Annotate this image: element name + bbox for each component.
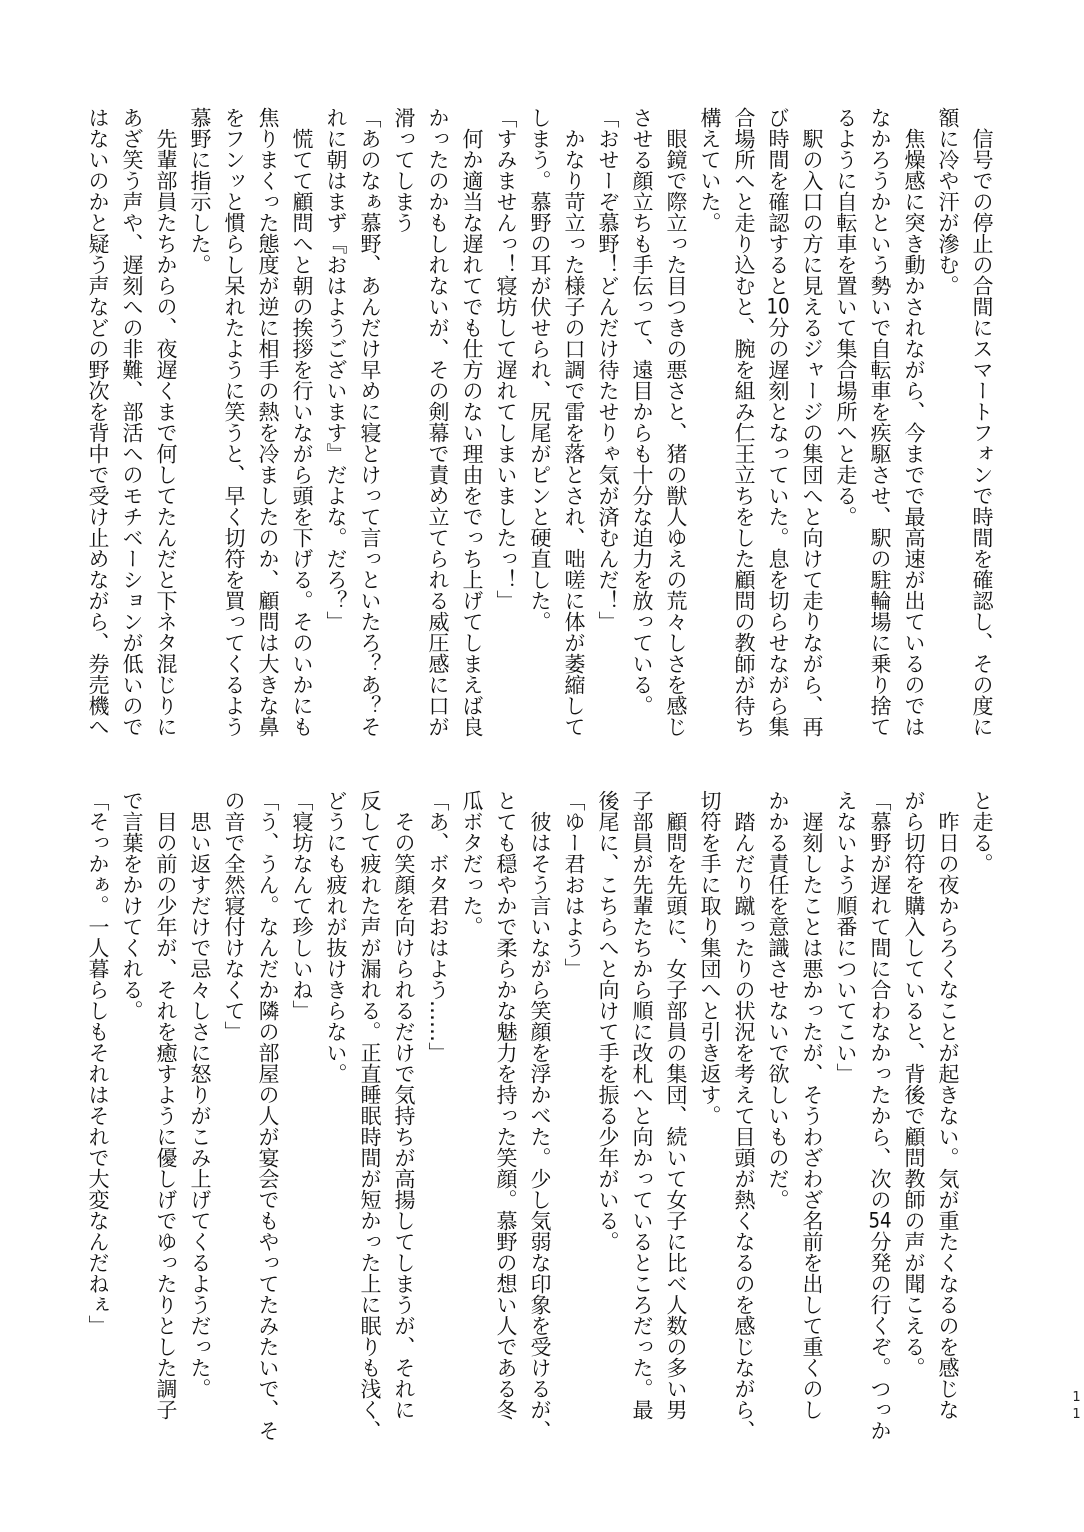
text-column: 「う、うん。なんだか隣の部屋の人が宴会でもやってたみたいで、そ — [256, 790, 280, 1441]
text-column: 先輩部員たちからの、夜遅くまで何してたんだと下ネタ混じりに — [154, 107, 178, 737]
text-column: あざ笑う声や、遅刻への非難、部活へのモチベーションが低いので — [120, 107, 144, 737]
text-column: 後尾に、こちらへと向けて手を振る少年がいる。 — [596, 790, 620, 1252]
text-column: 何か適当な遅れてでも仕方のない理由をでっち上げてしまえば良 — [460, 107, 484, 737]
text-column: と走る。 — [970, 790, 994, 874]
text-column: 焦燥感に突き動かされながら、今までで最高速が出ているのでは — [902, 107, 926, 737]
text-column: 焦りまくった態度が逆に相手の熱を冷ましたのか、顧問は大きな鼻 — [256, 107, 280, 737]
text-column: 眼鏡で際立った目つきの悪さと、猪の獣人ゆえの荒々しさを感じ — [664, 107, 688, 737]
text-column: かったのかもしれないが、その剣幕で責め立てられる威圧感に口が — [426, 107, 450, 737]
text-block-bottom — [81, 790, 999, 1441]
text-column: 「すみませんっ！寝坊して遅れてしまいましたっ！」 — [494, 107, 518, 611]
text-column: 彼はそう言いながら笑顔を浮かべた。少し気弱な印象を受けるが、 — [528, 790, 552, 1441]
text-column: 思い返すだけで忌々しさに怒りがこみ上げてくるようだった。 — [188, 790, 212, 1399]
text-column: かなり苛立った様子の口調で雷を落とされ、咄嗟に体が萎縮して — [562, 107, 586, 737]
text-column: 合場所へと走り込むと、腕を組み仁王立ちをした顧問の教師が待ち — [732, 107, 756, 737]
text-column: 顧問を先頭に、女子部員の集団、続いて女子に比べ人数の多い男 — [664, 790, 688, 1420]
text-column: 反して疲れた声が漏れる。正直睡眠時間が短かった上に眠りも浅く、 — [358, 790, 382, 1441]
text-column: 「あのなぁ慕野、あんだけ早めに寝とけって言っといたろ？あ？そ — [358, 107, 382, 737]
text-column: 切符を手に取り集団へと引き返す。 — [698, 790, 722, 1126]
text-column: び時間を確認すると10分の遅刻となっていた。息を切らせながら集 — [766, 107, 790, 737]
text-column: 額に冷や汗が滲む。 — [936, 107, 960, 296]
text-column: をフンッと慣らし呆れたように笑うと、早く切符を買ってくるよう — [222, 107, 246, 737]
text-column: どうにも疲れが抜けきらない。 — [324, 790, 348, 1084]
text-column: 「あ、ボタ君おはよう……」 — [426, 790, 450, 1063]
text-column: なかろうかという勢いで自転車を疾駆させ、駅の駐輪場に乗り捨て — [868, 107, 892, 737]
text-column: 遅刻したことは悪かったが、そうわざわざ名前を出して重くのし — [800, 790, 824, 1420]
text-column: 滑ってしまう — [392, 107, 416, 233]
text-column: 信号での停止の合間にスマートフォンで時間を確認し、その度に — [970, 107, 994, 737]
text-column: 慕野に指示した。 — [188, 107, 212, 275]
text-column: 子部員が先輩たちから順に改札へと向かっているところだった。最 — [630, 790, 654, 1420]
text-column: 構えていた。 — [698, 107, 722, 233]
text-column: 駅の入口の方に見えるジャージの集団へと向けて走りながら、再 — [800, 107, 824, 737]
text-column: れに朝はまず『おはようございます』だよな。だろ？」 — [324, 107, 348, 632]
text-column: で言葉をかけてくれる。 — [120, 790, 144, 1021]
text-column: 目の前の少年が、それを癒すように優しげでゆったりとした調子 — [154, 790, 178, 1420]
text-column: がら切符を購入していると、背後で顧問教師の声が聞こえる。 — [902, 790, 926, 1378]
text-column: させる顔立ちも手伝って、遠目からも十分な迫力を放っている。 — [630, 107, 654, 716]
text-column: 慌てて顧問へと朝の挨拶を行いながら頭を下げる。そのいかにも — [290, 107, 314, 737]
text-column: 「寝坊なんて珍しいね」 — [290, 790, 314, 1021]
text-column: かかる責任を意識させないで欲しいものだ。 — [766, 790, 790, 1210]
text-column: 踏んだり蹴ったりの状況を考えて目頭が熱くなるのを感じながら、 — [732, 790, 756, 1441]
page-number: 11 — [1069, 1390, 1084, 1424]
text-column: 「おせーぞ慕野！どんだけ待たせりゃ気が済むんだ！」 — [596, 107, 620, 632]
text-column: えないよう順番についてこい」 — [834, 790, 858, 1084]
text-column: しまう。慕野の耳が伏せられ、尻尾がピンと硬直した。 — [528, 107, 552, 632]
text-column: 「そっかぁ。一人暮らしもそれはそれで大変なんだねぇ」 — [86, 790, 110, 1336]
text-column: 昨日の夜からろくなことが起きない。気が重たくなるのを感じな — [936, 790, 960, 1420]
text-column: とても穏やかで柔らかな魅力を持った笑顔。慕野の想い人である冬 — [494, 790, 518, 1420]
text-column: その笑顔を向けられるだけで気持ちが高揚してしまうが、それに — [392, 790, 416, 1420]
text-column: の音で全然寝付けなくて」 — [222, 790, 246, 1042]
text-column: 「慕野が遅れて間に合わなかったから、次の54分発の行くぞ。つっか — [868, 790, 892, 1441]
text-column: 「ゆー君おはよう」 — [562, 790, 586, 979]
text-column: るように自転車を置いて集合場所へと走る。 — [834, 107, 858, 527]
text-column: 瓜ボタだった。 — [460, 790, 484, 937]
text-column: はないのかと疑う声などの野次を背中で受け止めながら、券売機へ — [86, 107, 110, 737]
text-block-top — [81, 107, 999, 747]
